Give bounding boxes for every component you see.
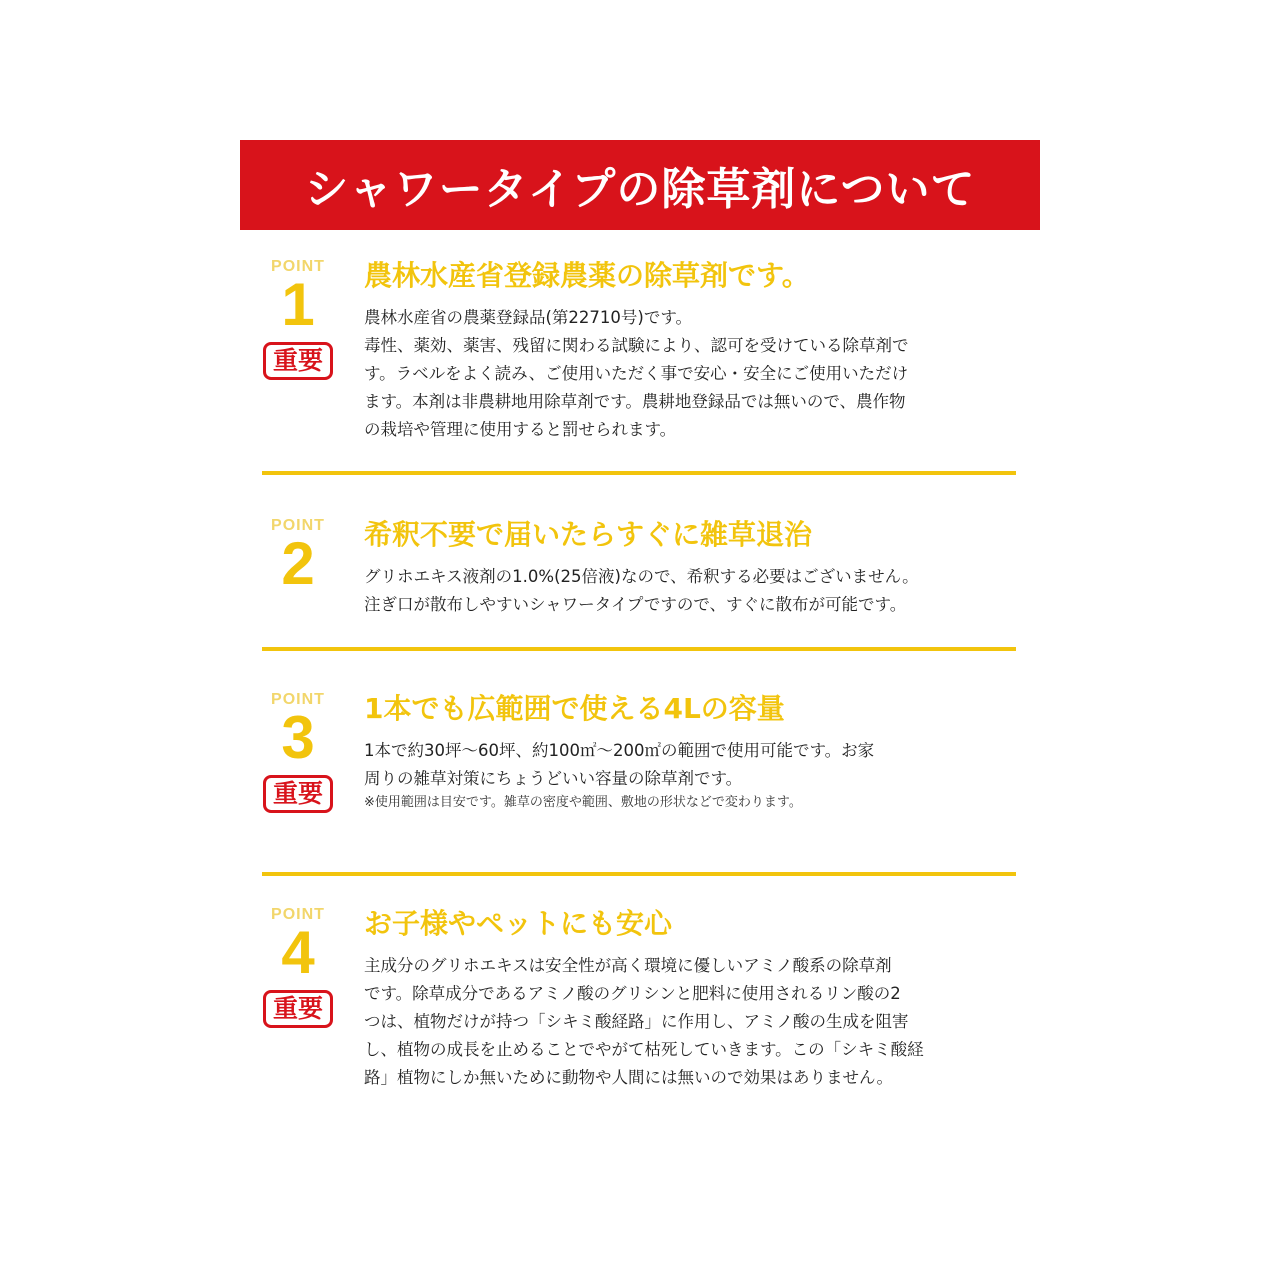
important-badge: 重要 <box>263 990 333 1028</box>
point-content-2 <box>364 517 1024 619</box>
point-body <box>364 304 1024 444</box>
body-line: ます。本剤は非農耕地用除草剤です。農耕地登録品では無いので、農作物 <box>364 392 906 411</box>
divider <box>262 471 1016 475</box>
body-line: し、植物の成長を止めることでやがて枯死していきます。この「シキミ酸経 <box>364 1040 924 1059</box>
point-heading: 1本でも広範囲で使える4Lの容量 <box>364 692 785 725</box>
point-number: 4 <box>281 919 315 986</box>
point-heading: 希釈不要で届いたらすぐに雑草退治 <box>364 518 813 551</box>
body-line: 農林水産省の農薬登録品(第22710号)です。 <box>364 308 693 327</box>
banner-title: シャワータイプの除草剤について <box>304 164 976 215</box>
important-badge: 重要 <box>263 775 333 813</box>
point-content-1 <box>364 258 1024 444</box>
point-number: 3 <box>281 704 315 771</box>
body-line: グリホエキス液剤の1.0%(25倍液)なので、希釈する必要はございません。 <box>364 567 919 586</box>
body-line: 注ぎ口が散布しやすいシャワータイプですので、すぐに散布が可能です。 <box>364 595 907 614</box>
point-number: 1 <box>281 271 315 338</box>
body-line: の栽培や管理に使用すると罰せられます。 <box>364 420 677 439</box>
point-heading: 農林水産省登録農薬の除草剤です。 <box>364 259 810 292</box>
body-line: 路」植物にしか無いために動物や人間には無いので効果はありません。 <box>364 1068 893 1087</box>
body-line: 主成分のグリホエキスは安全性が高く環境に優しいアミノ酸系の除草剤 <box>364 956 892 975</box>
point-number: 2 <box>281 530 315 597</box>
important-badge: 重要 <box>263 342 333 380</box>
point-body <box>364 563 1024 619</box>
point-marker-4 <box>262 906 334 1028</box>
body-line: 毒性、薬効、薬害、残留に関わる試験により、認可を受けている除草剤で <box>364 336 909 355</box>
body-line: 周りの雑草対策にちょうどいい容量の除草剤です。 <box>364 769 743 788</box>
point-label: POINT <box>271 258 325 275</box>
point-marker-2 <box>262 517 334 597</box>
point-content-3 <box>364 691 1024 813</box>
point-label: POINT <box>271 517 325 534</box>
body-line: つは、植物だけが持つ「シキミ酸経路」に作用し、アミノ酸の生成を阻害 <box>364 1012 909 1031</box>
body-line: す。ラベルをよく読み、ご使用いただく事で安心・安全にご使用いただけ <box>364 364 909 383</box>
point-marker-3 <box>262 691 334 813</box>
point-body <box>364 737 1024 813</box>
title-banner <box>240 140 1040 230</box>
divider <box>262 872 1016 876</box>
divider <box>262 647 1016 651</box>
body-line: です。除草成分であるアミノ酸のグリシンと肥料に使用されるリン酸の2 <box>364 984 901 1003</box>
point-body <box>364 952 1024 1092</box>
body-line: 1本で約30坪～60坪、約100㎡～200㎡の範囲で使用可能です。お家 <box>364 741 875 760</box>
point-content-4 <box>364 906 1024 1092</box>
point-label: POINT <box>271 691 325 708</box>
point-marker-1 <box>262 258 334 380</box>
point-label: POINT <box>271 906 325 923</box>
point-heading: お子様やペットにも安心 <box>364 907 673 940</box>
usage-note: ※使用範囲は目安です。雑草の密度や範囲、敷地の形状などで変わります。 <box>364 795 802 810</box>
